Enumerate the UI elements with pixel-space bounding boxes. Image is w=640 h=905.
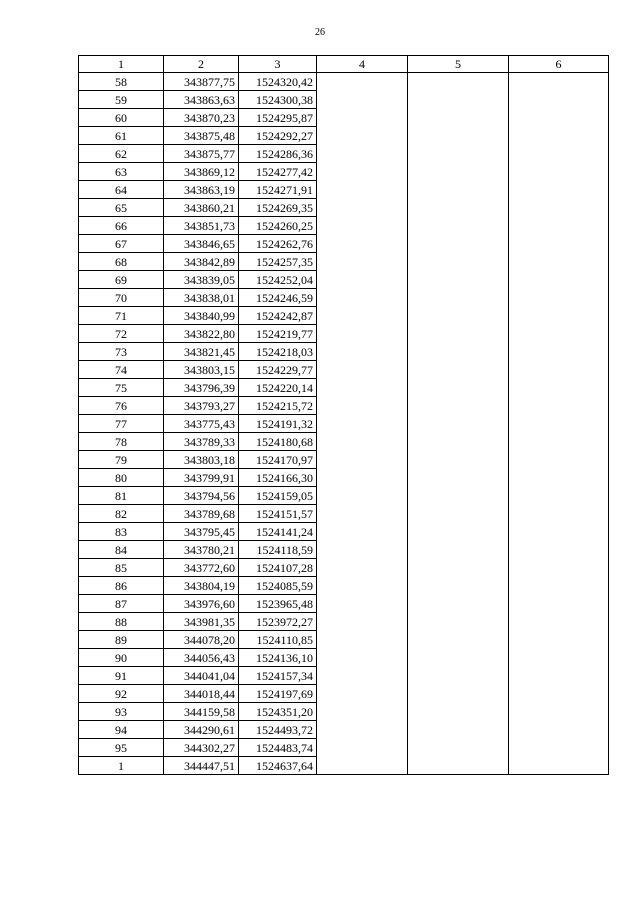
column-6-cell	[509, 703, 609, 721]
column-5-cell	[408, 127, 509, 145]
column-5-cell	[408, 721, 509, 739]
column-6-cell	[509, 451, 609, 469]
column-4-cell	[317, 703, 408, 721]
column-4-cell	[317, 433, 408, 451]
column-5-cell	[408, 289, 509, 307]
column-4-cell	[317, 559, 408, 577]
column-4-cell	[317, 343, 408, 361]
table-row	[79, 217, 609, 235]
y-coordinate-cell: 1524136,10	[239, 649, 317, 667]
table-row	[79, 505, 609, 523]
y-coordinate-cell: 1524295,87	[239, 109, 317, 127]
y-coordinate-cell: 1524300,38	[239, 91, 317, 109]
coordinates-table	[78, 55, 609, 775]
column-6-cell	[509, 253, 609, 271]
x-coordinate-cell: 343846,65	[164, 235, 239, 253]
column-5-cell	[408, 667, 509, 685]
x-coordinate-cell: 343821,45	[164, 343, 239, 361]
column-5-cell	[408, 163, 509, 181]
column-6-cell	[509, 271, 609, 289]
y-coordinate-cell: 1524269,35	[239, 199, 317, 217]
point-number-cell: 58	[79, 73, 164, 91]
table-row	[79, 667, 609, 685]
x-coordinate-cell: 343775,43	[164, 415, 239, 433]
x-coordinate-cell: 343822,80	[164, 325, 239, 343]
x-coordinate-cell: 343799,91	[164, 469, 239, 487]
column-6-cell	[509, 199, 609, 217]
column-4-cell	[317, 253, 408, 271]
column-5-cell	[408, 145, 509, 163]
column-header-5: 5	[408, 56, 509, 73]
y-coordinate-cell: 1524157,34	[239, 667, 317, 685]
x-coordinate-cell: 343796,39	[164, 379, 239, 397]
column-5-cell	[408, 757, 509, 775]
column-header-6: 6	[509, 56, 609, 73]
x-coordinate-cell: 344159,58	[164, 703, 239, 721]
point-number-cell: 63	[79, 163, 164, 181]
x-coordinate-cell: 343877,75	[164, 73, 239, 91]
column-4-cell	[317, 361, 408, 379]
table-row	[79, 559, 609, 577]
x-coordinate-cell: 344302,27	[164, 739, 239, 757]
column-4-cell	[317, 487, 408, 505]
column-4-cell	[317, 217, 408, 235]
table-row	[79, 757, 609, 775]
y-coordinate-cell: 1524242,87	[239, 307, 317, 325]
table-row	[79, 127, 609, 145]
point-number-cell: 89	[79, 631, 164, 649]
x-coordinate-cell: 343875,77	[164, 145, 239, 163]
column-5-cell	[408, 217, 509, 235]
x-coordinate-cell: 344018,44	[164, 685, 239, 703]
table-row	[79, 649, 609, 667]
point-number-cell: 78	[79, 433, 164, 451]
column-6-cell	[509, 541, 609, 559]
table-row	[79, 199, 609, 217]
point-number-cell: 76	[79, 397, 164, 415]
column-4-cell	[317, 595, 408, 613]
table-row	[79, 487, 609, 505]
point-number-cell: 59	[79, 91, 164, 109]
x-coordinate-cell: 343981,35	[164, 613, 239, 631]
x-coordinate-cell: 343793,27	[164, 397, 239, 415]
column-6-cell	[509, 181, 609, 199]
column-6-cell	[509, 145, 609, 163]
column-5-cell	[408, 451, 509, 469]
x-coordinate-cell: 343976,60	[164, 595, 239, 613]
column-6-cell	[509, 361, 609, 379]
x-coordinate-cell: 343789,33	[164, 433, 239, 451]
column-4-cell	[317, 73, 408, 91]
column-4-cell	[317, 577, 408, 595]
column-4-cell	[317, 523, 408, 541]
y-coordinate-cell: 1524107,28	[239, 559, 317, 577]
column-5-cell	[408, 361, 509, 379]
point-number-cell: 67	[79, 235, 164, 253]
column-6-cell	[509, 109, 609, 127]
y-coordinate-cell: 1524218,03	[239, 343, 317, 361]
x-coordinate-cell: 343794,56	[164, 487, 239, 505]
column-4-cell	[317, 379, 408, 397]
column-5-cell	[408, 505, 509, 523]
table-row	[79, 379, 609, 397]
x-coordinate-cell: 344447,51	[164, 757, 239, 775]
table-row	[79, 343, 609, 361]
column-4-cell	[317, 397, 408, 415]
y-coordinate-cell: 1524637,64	[239, 757, 317, 775]
table-row	[79, 685, 609, 703]
point-number-cell: 60	[79, 109, 164, 127]
column-header-3: 3	[239, 56, 317, 73]
x-coordinate-cell: 343869,12	[164, 163, 239, 181]
point-number-cell: 62	[79, 145, 164, 163]
column-4-cell	[317, 505, 408, 523]
point-number-cell: 71	[79, 307, 164, 325]
table-row	[79, 289, 609, 307]
column-5-cell	[408, 415, 509, 433]
y-coordinate-cell: 1524151,57	[239, 505, 317, 523]
column-5-cell	[408, 109, 509, 127]
x-coordinate-cell: 343842,89	[164, 253, 239, 271]
table-body	[79, 73, 609, 775]
column-5-cell	[408, 541, 509, 559]
point-number-cell: 69	[79, 271, 164, 289]
y-coordinate-cell: 1524215,72	[239, 397, 317, 415]
point-number-cell: 1	[79, 757, 164, 775]
point-number-cell: 86	[79, 577, 164, 595]
column-4-cell	[317, 127, 408, 145]
x-coordinate-cell: 343772,60	[164, 559, 239, 577]
column-6-cell	[509, 595, 609, 613]
column-6-cell	[509, 379, 609, 397]
column-5-cell	[408, 253, 509, 271]
y-coordinate-cell: 1523965,48	[239, 595, 317, 613]
y-coordinate-cell: 1524219,77	[239, 325, 317, 343]
column-4-cell	[317, 235, 408, 253]
table-row	[79, 163, 609, 181]
point-number-cell: 70	[79, 289, 164, 307]
column-5-cell	[408, 91, 509, 109]
column-6-cell	[509, 235, 609, 253]
table-row	[79, 451, 609, 469]
table-row	[79, 109, 609, 127]
column-5-cell	[408, 631, 509, 649]
point-number-cell: 88	[79, 613, 164, 631]
table-row	[79, 73, 609, 91]
column-5-cell	[408, 343, 509, 361]
point-number-cell: 91	[79, 667, 164, 685]
column-6-cell	[509, 325, 609, 343]
column-6-cell	[509, 649, 609, 667]
column-4-cell	[317, 739, 408, 757]
x-coordinate-cell: 343803,18	[164, 451, 239, 469]
column-5-cell	[408, 469, 509, 487]
table-row	[79, 235, 609, 253]
y-coordinate-cell: 1524191,32	[239, 415, 317, 433]
column-header-1: 1	[79, 56, 164, 73]
x-coordinate-cell: 343838,01	[164, 289, 239, 307]
column-4-cell	[317, 757, 408, 775]
x-coordinate-cell: 343863,19	[164, 181, 239, 199]
point-number-cell: 95	[79, 739, 164, 757]
column-6-cell	[509, 631, 609, 649]
x-coordinate-cell: 343780,21	[164, 541, 239, 559]
column-5-cell	[408, 271, 509, 289]
column-5-cell	[408, 325, 509, 343]
point-number-cell: 84	[79, 541, 164, 559]
table-row	[79, 361, 609, 379]
table-row	[79, 145, 609, 163]
column-header-2: 2	[164, 56, 239, 73]
column-6-cell	[509, 163, 609, 181]
y-coordinate-cell: 1524262,76	[239, 235, 317, 253]
column-5-cell	[408, 307, 509, 325]
column-6-cell	[509, 397, 609, 415]
y-coordinate-cell: 1524220,14	[239, 379, 317, 397]
table-row	[79, 91, 609, 109]
point-number-cell: 74	[79, 361, 164, 379]
column-5-cell	[408, 685, 509, 703]
table-row	[79, 595, 609, 613]
y-coordinate-cell: 1524271,91	[239, 181, 317, 199]
column-5-cell	[408, 595, 509, 613]
x-coordinate-cell: 343863,63	[164, 91, 239, 109]
table-row	[79, 271, 609, 289]
column-6-cell	[509, 433, 609, 451]
column-5-cell	[408, 559, 509, 577]
y-coordinate-cell: 1524257,35	[239, 253, 317, 271]
table-row	[79, 325, 609, 343]
column-5-cell	[408, 487, 509, 505]
point-number-cell: 81	[79, 487, 164, 505]
point-number-cell: 79	[79, 451, 164, 469]
x-coordinate-cell: 344290,61	[164, 721, 239, 739]
y-coordinate-cell: 1524260,25	[239, 217, 317, 235]
y-coordinate-cell: 1524110,85	[239, 631, 317, 649]
y-coordinate-cell: 1524277,42	[239, 163, 317, 181]
column-6-cell	[509, 739, 609, 757]
y-coordinate-cell: 1524166,30	[239, 469, 317, 487]
x-coordinate-cell: 344041,04	[164, 667, 239, 685]
column-6-cell	[509, 343, 609, 361]
column-4-cell	[317, 109, 408, 127]
x-coordinate-cell: 344078,20	[164, 631, 239, 649]
column-4-cell	[317, 667, 408, 685]
column-6-cell	[509, 307, 609, 325]
column-6-cell	[509, 757, 609, 775]
y-coordinate-cell: 1524252,04	[239, 271, 317, 289]
x-coordinate-cell: 344056,43	[164, 649, 239, 667]
column-4-cell	[317, 469, 408, 487]
column-4-cell	[317, 721, 408, 739]
y-coordinate-cell: 1524292,27	[239, 127, 317, 145]
column-4-cell	[317, 163, 408, 181]
x-coordinate-cell: 343860,21	[164, 199, 239, 217]
y-coordinate-cell: 1524493,72	[239, 721, 317, 739]
table-row	[79, 253, 609, 271]
column-6-cell	[509, 469, 609, 487]
column-5-cell	[408, 433, 509, 451]
y-coordinate-cell: 1524286,36	[239, 145, 317, 163]
column-header-4: 4	[317, 56, 408, 73]
y-coordinate-cell: 1524483,74	[239, 739, 317, 757]
column-4-cell	[317, 145, 408, 163]
y-coordinate-cell: 1524351,20	[239, 703, 317, 721]
y-coordinate-cell: 1524118,59	[239, 541, 317, 559]
table-row	[79, 613, 609, 631]
column-6-cell	[509, 505, 609, 523]
y-coordinate-cell: 1524246,59	[239, 289, 317, 307]
point-number-cell: 65	[79, 199, 164, 217]
column-5-cell	[408, 397, 509, 415]
column-4-cell	[317, 631, 408, 649]
column-4-cell	[317, 307, 408, 325]
point-number-cell: 85	[79, 559, 164, 577]
y-coordinate-cell: 1524085,59	[239, 577, 317, 595]
x-coordinate-cell: 343803,15	[164, 361, 239, 379]
column-5-cell	[408, 739, 509, 757]
column-6-cell	[509, 613, 609, 631]
column-6-cell	[509, 685, 609, 703]
column-5-cell	[408, 199, 509, 217]
point-number-cell: 83	[79, 523, 164, 541]
column-6-cell	[509, 415, 609, 433]
column-5-cell	[408, 649, 509, 667]
table-row	[79, 415, 609, 433]
column-4-cell	[317, 91, 408, 109]
point-number-cell: 77	[79, 415, 164, 433]
column-5-cell	[408, 613, 509, 631]
table-row	[79, 577, 609, 595]
table-row	[79, 433, 609, 451]
table-row	[79, 541, 609, 559]
x-coordinate-cell: 343851,73	[164, 217, 239, 235]
column-6-cell	[509, 91, 609, 109]
column-6-cell	[509, 487, 609, 505]
y-coordinate-cell: 1524159,05	[239, 487, 317, 505]
column-6-cell	[509, 127, 609, 145]
table-row	[79, 397, 609, 415]
column-4-cell	[317, 685, 408, 703]
table-row	[79, 703, 609, 721]
x-coordinate-cell: 343789,68	[164, 505, 239, 523]
table-row	[79, 631, 609, 649]
column-5-cell	[408, 703, 509, 721]
column-6-cell	[509, 217, 609, 235]
point-number-cell: 93	[79, 703, 164, 721]
y-coordinate-cell: 1524141,24	[239, 523, 317, 541]
y-coordinate-cell: 1524197,69	[239, 685, 317, 703]
column-5-cell	[408, 523, 509, 541]
column-4-cell	[317, 613, 408, 631]
point-number-cell: 92	[79, 685, 164, 703]
y-coordinate-cell: 1524320,42	[239, 73, 317, 91]
point-number-cell: 75	[79, 379, 164, 397]
column-4-cell	[317, 649, 408, 667]
x-coordinate-cell: 343804,19	[164, 577, 239, 595]
column-5-cell	[408, 235, 509, 253]
column-5-cell	[408, 73, 509, 91]
column-5-cell	[408, 181, 509, 199]
point-number-cell: 82	[79, 505, 164, 523]
x-coordinate-cell: 343839,05	[164, 271, 239, 289]
column-6-cell	[509, 559, 609, 577]
column-6-cell	[509, 667, 609, 685]
page-number: 26	[315, 27, 325, 38]
table-header-row	[79, 56, 609, 73]
column-4-cell	[317, 289, 408, 307]
column-4-cell	[317, 325, 408, 343]
point-number-cell: 80	[79, 469, 164, 487]
point-number-cell: 61	[79, 127, 164, 145]
column-4-cell	[317, 271, 408, 289]
column-4-cell	[317, 199, 408, 217]
x-coordinate-cell: 343870,23	[164, 109, 239, 127]
table-row	[79, 523, 609, 541]
point-number-cell: 66	[79, 217, 164, 235]
table-row	[79, 721, 609, 739]
point-number-cell: 90	[79, 649, 164, 667]
point-number-cell: 68	[79, 253, 164, 271]
column-4-cell	[317, 541, 408, 559]
y-coordinate-cell: 1524170,97	[239, 451, 317, 469]
y-coordinate-cell: 1523972,27	[239, 613, 317, 631]
table-row	[79, 739, 609, 757]
table-row	[79, 181, 609, 199]
y-coordinate-cell: 1524229,77	[239, 361, 317, 379]
column-4-cell	[317, 451, 408, 469]
column-6-cell	[509, 721, 609, 739]
x-coordinate-cell: 343840,99	[164, 307, 239, 325]
table-row	[79, 469, 609, 487]
point-number-cell: 73	[79, 343, 164, 361]
column-6-cell	[509, 289, 609, 307]
point-number-cell: 64	[79, 181, 164, 199]
table-row	[79, 307, 609, 325]
column-4-cell	[317, 181, 408, 199]
column-6-cell	[509, 523, 609, 541]
column-6-cell	[509, 73, 609, 91]
column-5-cell	[408, 577, 509, 595]
x-coordinate-cell: 343875,48	[164, 127, 239, 145]
column-6-cell	[509, 577, 609, 595]
column-4-cell	[317, 415, 408, 433]
point-number-cell: 87	[79, 595, 164, 613]
point-number-cell: 94	[79, 721, 164, 739]
column-5-cell	[408, 379, 509, 397]
point-number-cell: 72	[79, 325, 164, 343]
y-coordinate-cell: 1524180,68	[239, 433, 317, 451]
x-coordinate-cell: 343795,45	[164, 523, 239, 541]
